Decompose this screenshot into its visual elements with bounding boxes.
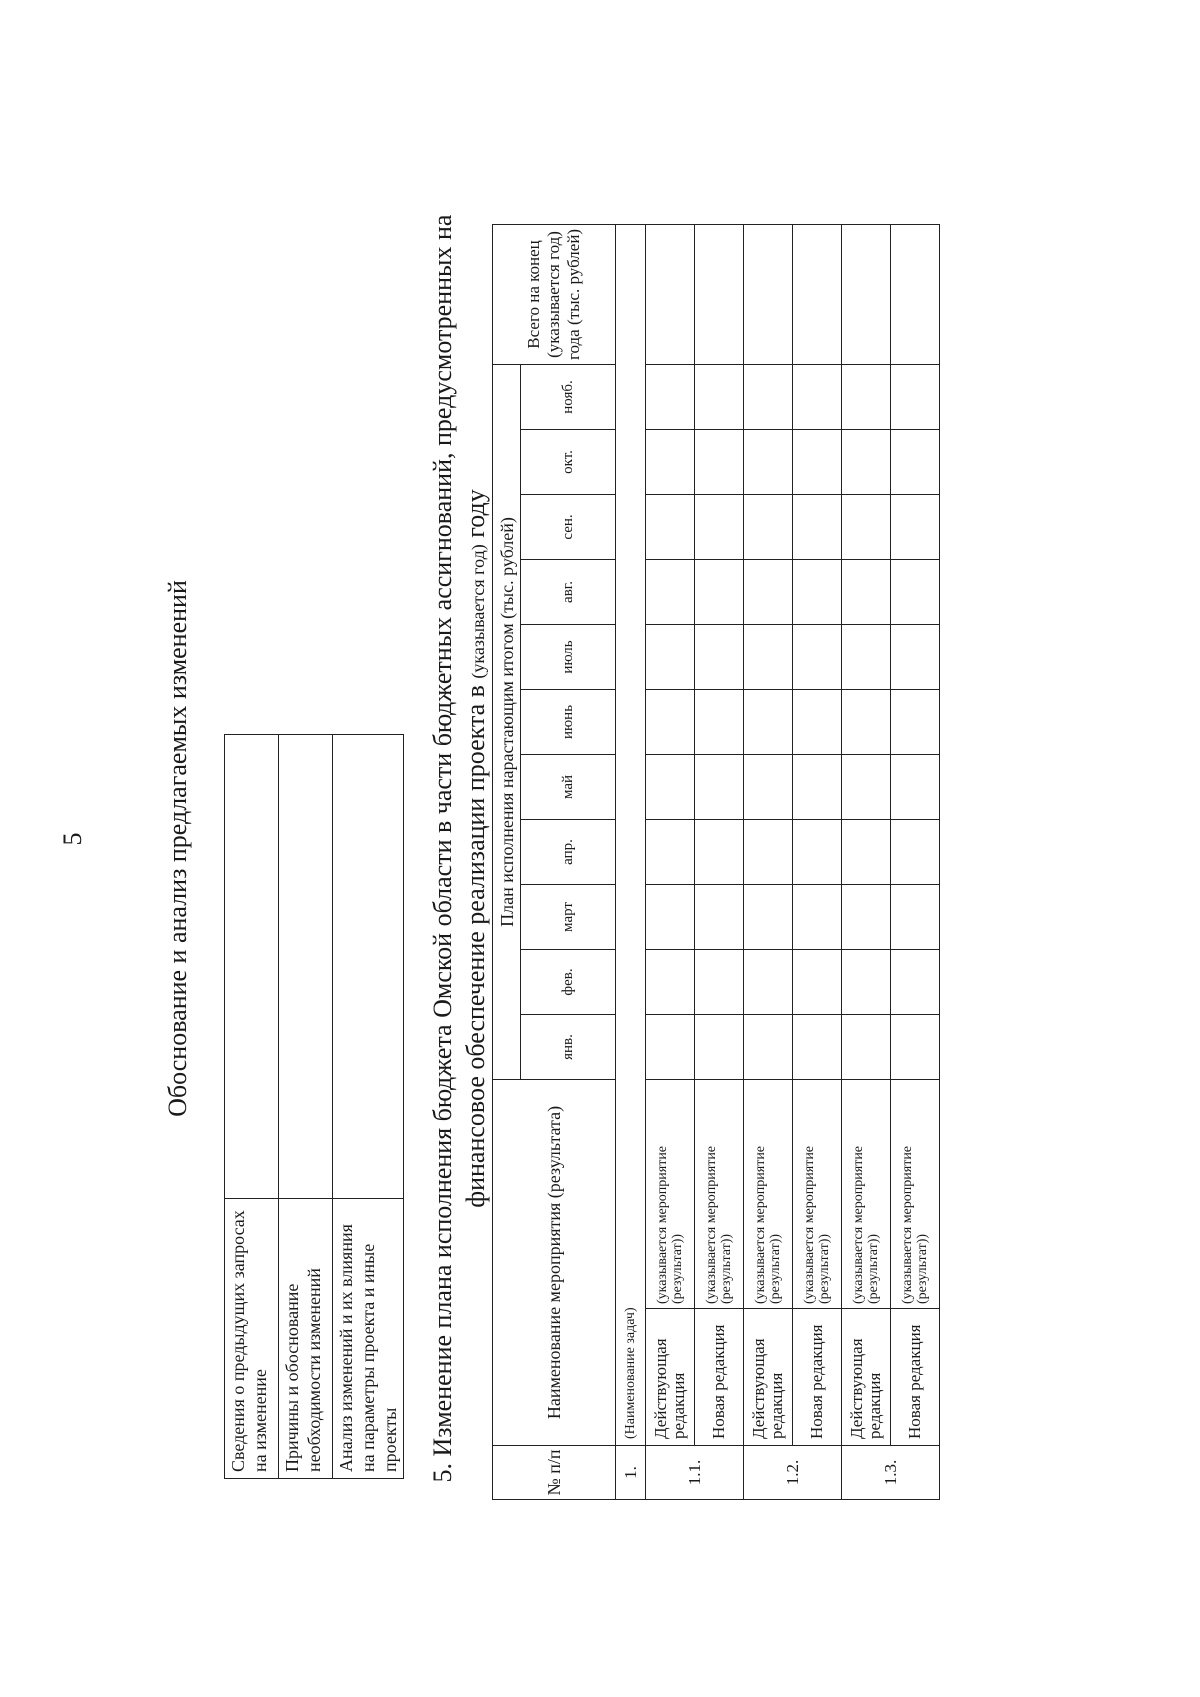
analysis-label: Анализ изменений и их влияния на параметры проекта и иные проекты — [333, 1199, 404, 1479]
activity-cell: (указывается мероприятие (результат)) — [744, 1079, 793, 1308]
task-name: (Наименование задач) — [616, 224, 646, 1445]
row-number: 1.2. — [744, 1446, 842, 1500]
plan-value-cell — [744, 1014, 793, 1079]
plan-value-cell — [744, 364, 793, 429]
analysis-value — [225, 735, 279, 1199]
analysis-row — [279, 735, 333, 1479]
table-row — [793, 224, 842, 1499]
plan-value-cell — [842, 884, 891, 949]
month-header: сен. — [521, 494, 616, 559]
table-row — [744, 224, 793, 1499]
plan-value-cell — [793, 884, 842, 949]
activity-cell: (указывается мероприятие (результат)) — [842, 1079, 891, 1308]
plan-value-cell — [891, 429, 940, 494]
section-5-heading — [426, 0, 495, 1697]
plan-value-cell — [842, 494, 891, 559]
plan-value-cell — [646, 494, 695, 559]
plan-value-cell — [842, 949, 891, 1014]
edition-label: Действующая редакция — [744, 1309, 793, 1446]
plan-value-cell — [842, 429, 891, 494]
plan-value-cell — [744, 949, 793, 1014]
plan-value-cell — [891, 559, 940, 624]
plan-value-cell — [891, 819, 940, 884]
plan-value-cell — [842, 754, 891, 819]
plan-value-cell — [842, 819, 891, 884]
plan-value-cell — [646, 949, 695, 1014]
plan-value-cell — [695, 884, 744, 949]
activity-cell: (указывается мероприятие (результат)) — [793, 1079, 842, 1308]
plan-value-cell — [646, 559, 695, 624]
month-header: нояб. — [521, 364, 616, 429]
plan-value-cell — [842, 224, 891, 364]
plan-value-cell — [842, 624, 891, 689]
col-total-header: Всего на конец (указывается год) года (тыс. рублей) — [493, 224, 616, 364]
analysis-row — [225, 735, 279, 1479]
plan-value-cell — [695, 819, 744, 884]
edition-label: Новая редакция — [695, 1309, 744, 1446]
plan-value-cell — [695, 224, 744, 364]
plan-value-cell — [646, 364, 695, 429]
plan-value-cell — [793, 689, 842, 754]
header-row-1 — [493, 224, 521, 1499]
plan-value-cell — [646, 429, 695, 494]
edition-label: Новая редакция — [793, 1309, 842, 1446]
plan-value-cell — [744, 884, 793, 949]
plan-value-cell — [695, 364, 744, 429]
row-number: 1.1. — [646, 1446, 744, 1500]
plan-value-cell — [646, 819, 695, 884]
page-number: 5 — [58, 832, 87, 846]
analysis-value — [333, 735, 404, 1199]
plan-value-cell — [842, 1014, 891, 1079]
plan-value-cell — [793, 494, 842, 559]
activity-cell: (указывается мероприятие (результат)) — [646, 1079, 695, 1308]
plan-value-cell — [646, 224, 695, 364]
plan-value-cell — [891, 884, 940, 949]
table-row — [891, 224, 940, 1499]
analysis-table — [224, 734, 404, 1479]
plan-value-cell — [646, 884, 695, 949]
plan-value-cell — [744, 624, 793, 689]
month-header: апр. — [521, 819, 616, 884]
plan-value-cell — [793, 559, 842, 624]
plan-value-cell — [744, 494, 793, 559]
month-header: фев. — [521, 949, 616, 1014]
plan-value-cell — [793, 224, 842, 364]
budget-plan-table — [492, 224, 940, 1500]
col-number-header: № п/п — [493, 1446, 616, 1500]
plan-value-cell — [793, 754, 842, 819]
section-5-year-placeholder: (указывается год) — [468, 544, 488, 679]
plan-value-cell — [744, 689, 793, 754]
plan-value-cell — [695, 429, 744, 494]
plan-value-cell — [793, 949, 842, 1014]
edition-label: Действующая редакция — [842, 1309, 891, 1446]
month-header: март — [521, 884, 616, 949]
plan-value-cell — [695, 754, 744, 819]
plan-value-cell — [793, 429, 842, 494]
col-plan-header: План исполнения нарастающим итогом (тыс. рублей) — [493, 364, 521, 1079]
section-5-title-line2-end: году — [461, 489, 490, 538]
plan-value-cell — [695, 494, 744, 559]
plan-value-cell — [744, 429, 793, 494]
activity-cell: (указывается мероприятие (результат)) — [695, 1079, 744, 1308]
edition-label: Действующая редакция — [646, 1309, 695, 1446]
plan-value-cell — [793, 819, 842, 884]
plan-value-cell — [891, 494, 940, 559]
plan-value-cell — [744, 754, 793, 819]
month-header: окт. — [521, 429, 616, 494]
plan-value-cell — [891, 689, 940, 754]
plan-value-cell — [793, 1014, 842, 1079]
month-header: июнь — [521, 689, 616, 754]
plan-value-cell — [891, 949, 940, 1014]
plan-value-cell — [744, 559, 793, 624]
plan-value-cell — [793, 364, 842, 429]
plan-value-cell — [891, 364, 940, 429]
plan-value-cell — [744, 819, 793, 884]
plan-value-cell — [891, 624, 940, 689]
plan-value-cell — [842, 559, 891, 624]
analysis-value — [279, 735, 333, 1199]
analysis-label: Причины и обоснование необходимости изменений — [279, 1199, 333, 1479]
plan-value-cell — [891, 224, 940, 364]
plan-value-cell — [695, 949, 744, 1014]
month-header: авг. — [521, 559, 616, 624]
month-header: июль — [521, 624, 616, 689]
plan-value-cell — [842, 689, 891, 754]
plan-value-cell — [695, 1014, 744, 1079]
plan-value-cell — [646, 754, 695, 819]
analysis-label: Сведения о предыдущих запросах на изменение — [225, 1199, 279, 1479]
section-5-title-line2: финансовое обеспечение реализации проекта в — [461, 685, 490, 1208]
plan-value-cell — [793, 624, 842, 689]
task-row — [616, 224, 646, 1499]
col-name-header: Наименование мероприятия (результата) — [493, 1079, 616, 1445]
edition-label: Новая редакция — [891, 1309, 940, 1446]
plan-value-cell — [646, 689, 695, 754]
plan-value-cell — [842, 364, 891, 429]
month-header: май — [521, 754, 616, 819]
section-5-title-line1: 5. Изменение плана исполнения бюджета Омской области в части бюджетных ассигнований, предусмотренных на — [428, 214, 457, 1483]
plan-value-cell — [646, 1014, 695, 1079]
plan-value-cell — [695, 689, 744, 754]
table-row — [646, 224, 695, 1499]
row-number: 1. — [616, 1446, 646, 1500]
plan-value-cell — [744, 224, 793, 364]
analysis-heading: Обоснование и анализ предлагаемых изменений — [163, 580, 192, 1117]
row-number: 1.3. — [842, 1446, 940, 1500]
table-row — [695, 224, 744, 1499]
table-row — [842, 224, 891, 1499]
plan-value-cell — [695, 624, 744, 689]
plan-value-cell — [891, 754, 940, 819]
month-header: янв. — [521, 1014, 616, 1079]
plan-value-cell — [891, 1014, 940, 1079]
plan-value-cell — [646, 624, 695, 689]
plan-value-cell — [695, 559, 744, 624]
activity-cell: (указывается мероприятие (результат)) — [891, 1079, 940, 1308]
analysis-row — [333, 735, 404, 1479]
